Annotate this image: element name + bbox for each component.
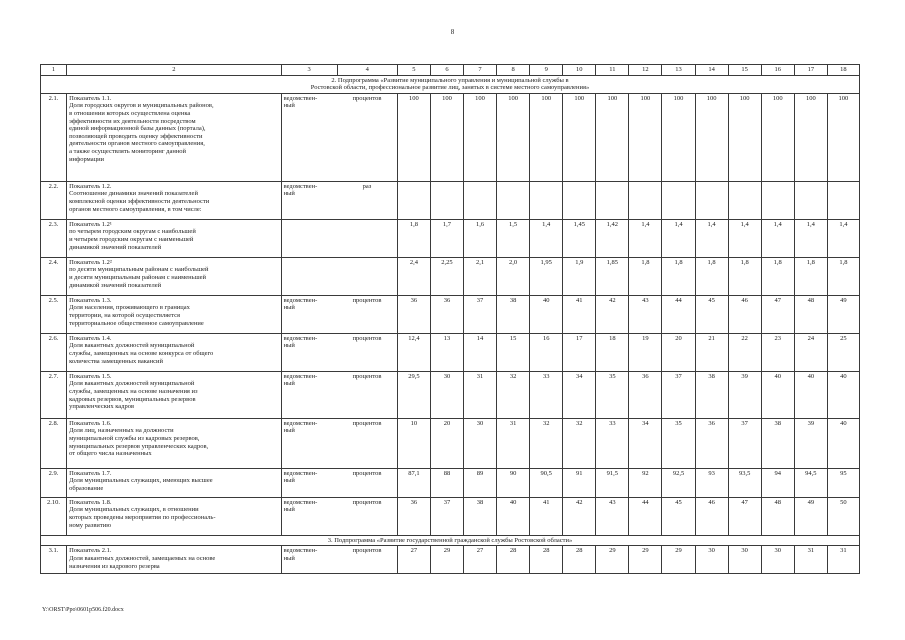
indicator-value: 32 [497, 371, 530, 418]
indicator-value: 44 [662, 295, 695, 333]
unit-of-measure: процентов [337, 93, 397, 181]
indicator-value: 20 [662, 333, 695, 371]
data-source [281, 219, 337, 257]
indicator-value: 20 [430, 418, 463, 468]
indicator-value: 49 [794, 497, 827, 535]
indicator-value: 100 [629, 93, 662, 181]
row-number: 2.2. [41, 181, 67, 219]
unit-of-measure: раз [337, 181, 397, 219]
indicator-value [695, 181, 728, 219]
indicator-value: 36 [397, 497, 430, 535]
indicator-value: 100 [464, 93, 497, 181]
indicator-description: Показатель 1.7. Доля муниципальных служащих, имеющих высшее образование [67, 468, 282, 497]
indicator-value: 38 [464, 497, 497, 535]
table-row [41, 257, 860, 295]
indicator-value: 29,5 [397, 371, 430, 418]
data-source [281, 257, 337, 295]
indicator-description: Показатель 1.2² по десяти муниципальным районам с наибольшей и десяти муниципальным районам с наименьшей динамикой значений показателей [67, 257, 282, 295]
indicator-value: 40 [827, 418, 859, 468]
indicator-value: 36 [695, 418, 728, 468]
indicator-value: 100 [827, 93, 859, 181]
indicator-value: 29 [629, 546, 662, 574]
indicator-value [761, 181, 794, 219]
indicator-value: 46 [728, 295, 761, 333]
indicator-value: 37 [464, 295, 497, 333]
indicator-value: 1,8 [728, 257, 761, 295]
indicator-value: 1,8 [629, 257, 662, 295]
indicators-table [40, 64, 860, 574]
unit-of-measure [337, 257, 397, 295]
indicator-description: Показатель 1.3. Доля населения, проживающего в границах территории, на которой осуществляется территориальное общественное самоуправление [67, 295, 282, 333]
column-number-header: 17 [794, 65, 827, 76]
table-row [41, 333, 860, 371]
indicator-value [596, 181, 629, 219]
unit-of-measure: процентов [337, 418, 397, 468]
column-number-header: 2 [67, 65, 282, 76]
unit-of-measure [337, 219, 397, 257]
indicator-value: 38 [695, 371, 728, 418]
indicator-value: 12,4 [397, 333, 430, 371]
indicator-value: 100 [397, 93, 430, 181]
indicator-value: 37 [430, 497, 463, 535]
row-number: 3.1. [41, 546, 67, 574]
indicator-value: 31 [794, 546, 827, 574]
indicator-value: 1,7 [430, 219, 463, 257]
indicator-value: 29 [596, 546, 629, 574]
column-number-header: 3 [281, 65, 337, 76]
indicator-value: 30 [695, 546, 728, 574]
data-source: ведомствен- ный [281, 181, 337, 219]
data-source: ведомствен- ный [281, 418, 337, 468]
indicator-value: 1,42 [596, 219, 629, 257]
indicator-value: 37 [662, 371, 695, 418]
header-row [41, 65, 860, 76]
indicator-value: 32 [563, 418, 596, 468]
indicator-value [464, 181, 497, 219]
data-source: ведомствен- ный [281, 295, 337, 333]
indicator-value: 45 [695, 295, 728, 333]
indicator-value: 29 [430, 546, 463, 574]
unit-of-measure: процентов [337, 468, 397, 497]
indicator-description: Показатель 1.6. Доля лиц, назначенных на должности муниципальной службы из кадровых резервов, муниципальных резервов управленческих кадров, от общего числа назначенных [67, 418, 282, 468]
indicator-value: 22 [728, 333, 761, 371]
indicator-value: 32 [530, 418, 563, 468]
indicator-value: 90 [497, 468, 530, 497]
indicator-value: 42 [563, 497, 596, 535]
indicator-value: 1,8 [397, 219, 430, 257]
indicator-value: 1,45 [563, 219, 596, 257]
indicator-value: 46 [695, 497, 728, 535]
indicator-value: 30 [761, 546, 794, 574]
indicator-value: 91 [563, 468, 596, 497]
indicator-value: 23 [761, 333, 794, 371]
indicator-value: 1,4 [794, 219, 827, 257]
indicator-value: 93 [695, 468, 728, 497]
indicator-value: 31 [827, 546, 859, 574]
row-number: 2.1. [41, 93, 67, 181]
column-number-header: 5 [397, 65, 430, 76]
table-row [41, 295, 860, 333]
indicator-value: 1,8 [662, 257, 695, 295]
section-title-row [41, 75, 860, 93]
column-number-header: 8 [497, 65, 530, 76]
indicator-value: 34 [629, 418, 662, 468]
indicator-value: 36 [629, 371, 662, 418]
indicator-value [430, 181, 463, 219]
row-number: 2.10. [41, 497, 67, 535]
column-number-header: 10 [563, 65, 596, 76]
indicator-value: 28 [497, 546, 530, 574]
indicator-value: 28 [563, 546, 596, 574]
indicator-value: 100 [596, 93, 629, 181]
indicator-description: Показатель 1.8. Доля муниципальных служащих, в отношении которых проведены мероприятия по профессиональ- ному развитию [67, 497, 282, 535]
indicator-value: 88 [430, 468, 463, 497]
unit-of-measure: процентов [337, 371, 397, 418]
indicator-value: 94,5 [794, 468, 827, 497]
indicator-value: 44 [629, 497, 662, 535]
column-number-header: 6 [430, 65, 463, 76]
indicator-value: 28 [530, 546, 563, 574]
row-number: 2.4. [41, 257, 67, 295]
data-source: ведомствен- ный [281, 497, 337, 535]
indicator-value: 2,4 [397, 257, 430, 295]
indicator-value: 30 [430, 371, 463, 418]
unit-of-measure: процентов [337, 497, 397, 535]
column-number-header: 16 [761, 65, 794, 76]
indicator-value: 34 [563, 371, 596, 418]
indicator-value: 1,8 [794, 257, 827, 295]
indicator-value: 95 [827, 468, 859, 497]
column-number-header: 13 [662, 65, 695, 76]
table-row [41, 546, 860, 574]
indicator-value: 1,6 [464, 219, 497, 257]
indicator-value: 1,4 [530, 219, 563, 257]
indicator-value: 2,1 [464, 257, 497, 295]
column-number-header: 7 [464, 65, 497, 76]
indicator-value [728, 181, 761, 219]
indicator-value: 40 [497, 497, 530, 535]
data-source: ведомствен- ный [281, 371, 337, 418]
indicator-value: 38 [497, 295, 530, 333]
indicator-value: 94 [761, 468, 794, 497]
indicator-value: 93,5 [728, 468, 761, 497]
indicator-value: 1,8 [695, 257, 728, 295]
unit-of-measure: процентов [337, 295, 397, 333]
indicator-value: 30 [728, 546, 761, 574]
row-number: 2.7. [41, 371, 67, 418]
row-number: 2.3. [41, 219, 67, 257]
indicator-value: 100 [530, 93, 563, 181]
indicator-value [530, 181, 563, 219]
indicator-value: 43 [596, 497, 629, 535]
indicator-value: 40 [761, 371, 794, 418]
indicator-value: 87,1 [397, 468, 430, 497]
indicator-value: 25 [827, 333, 859, 371]
indicator-value: 40 [530, 295, 563, 333]
indicator-value: 1,4 [761, 219, 794, 257]
indicator-value [827, 181, 859, 219]
indicator-value: 40 [827, 371, 859, 418]
data-source: ведомствен- ный [281, 468, 337, 497]
table-row [41, 497, 860, 535]
table-row [41, 418, 860, 468]
section-title-row [41, 535, 860, 546]
indicator-value: 100 [563, 93, 596, 181]
indicator-value: 1,8 [827, 257, 859, 295]
indicator-value: 35 [662, 418, 695, 468]
section-title: 3. Подпрограмма «Развитие государственной гражданской службы Ростовской области» [41, 535, 860, 546]
indicator-value: 36 [397, 295, 430, 333]
indicator-value: 33 [596, 418, 629, 468]
indicator-value: 30 [464, 418, 497, 468]
indicator-value: 1,4 [728, 219, 761, 257]
row-number: 2.9. [41, 468, 67, 497]
data-source: ведомствен- ный [281, 546, 337, 574]
indicator-description: Показатель 1.2. Соотношение динамики значений показателей комплексной оценки эффективности деятельности органов местного самоуправления, в том числе: [67, 181, 282, 219]
indicator-value: 1,4 [662, 219, 695, 257]
indicator-value: 10 [397, 418, 430, 468]
indicator-value: 39 [728, 371, 761, 418]
indicator-value: 1,8 [761, 257, 794, 295]
indicator-value: 27 [397, 546, 430, 574]
indicator-value: 19 [629, 333, 662, 371]
indicator-value [497, 181, 530, 219]
indicator-value: 90,5 [530, 468, 563, 497]
indicator-value [563, 181, 596, 219]
column-number-header: 12 [629, 65, 662, 76]
indicator-description: Показатель 1.2¹ по четырем городским округам с наибольшей и четырем городским округам с наименьшей динамикой значений показателей [67, 219, 282, 257]
column-number-header: 18 [827, 65, 859, 76]
data-source: ведомствен- ный [281, 93, 337, 181]
indicator-value [794, 181, 827, 219]
indicator-value: 45 [662, 497, 695, 535]
indicator-value: 31 [497, 418, 530, 468]
indicator-value: 29 [662, 546, 695, 574]
indicator-value: 48 [761, 497, 794, 535]
table-row [41, 468, 860, 497]
column-number-header: 1 [41, 65, 67, 76]
indicator-value: 43 [629, 295, 662, 333]
section-title: 2. Подпрограмма «Развитие муниципального управления и муниципальной службы в Ростовской области, профессиональное развитие лиц, занятых в системе местного самоуправления» [41, 75, 860, 93]
row-number: 2.8. [41, 418, 67, 468]
column-number-header: 9 [530, 65, 563, 76]
table-row [41, 181, 860, 219]
indicator-value: 100 [695, 93, 728, 181]
column-number-header: 11 [596, 65, 629, 76]
indicator-value: 35 [596, 371, 629, 418]
indicator-value: 31 [464, 371, 497, 418]
indicator-value: 100 [761, 93, 794, 181]
column-number-header: 15 [728, 65, 761, 76]
indicator-value: 33 [530, 371, 563, 418]
indicator-value: 1,85 [596, 257, 629, 295]
indicator-value: 24 [794, 333, 827, 371]
row-number: 2.6. [41, 333, 67, 371]
indicator-value: 37 [728, 418, 761, 468]
indicator-value: 1,95 [530, 257, 563, 295]
indicator-value: 38 [761, 418, 794, 468]
indicator-value: 92,5 [662, 468, 695, 497]
file-path: Y:\ORST\Ppo\0601p506.f20.docx [42, 607, 124, 613]
indicator-value: 36 [430, 295, 463, 333]
indicator-description: Показатель 1.5. Доля вакантных должностей муниципальной службы, замещенных на основе назначения из кадровых резервов, муниципальных резервов управленческих кадров [67, 371, 282, 418]
indicator-value: 50 [827, 497, 859, 535]
indicator-value: 18 [596, 333, 629, 371]
indicator-value: 2,25 [430, 257, 463, 295]
indicator-value [397, 181, 430, 219]
indicator-value: 100 [794, 93, 827, 181]
indicator-value: 27 [464, 546, 497, 574]
indicator-description: Показатель 1.4. Доля вакантных должностей муниципальной службы, замещенных на основе конкурса от общего количества замещенных вакансий [67, 333, 282, 371]
column-number-header: 14 [695, 65, 728, 76]
indicator-value: 42 [596, 295, 629, 333]
indicator-value: 100 [728, 93, 761, 181]
indicator-value: 47 [761, 295, 794, 333]
indicator-value: 1,4 [629, 219, 662, 257]
indicator-value: 1,9 [563, 257, 596, 295]
indicator-value: 92 [629, 468, 662, 497]
indicator-value: 89 [464, 468, 497, 497]
indicator-value [662, 181, 695, 219]
indicator-value: 100 [662, 93, 695, 181]
indicator-value: 91,5 [596, 468, 629, 497]
indicator-value: 100 [430, 93, 463, 181]
table-row [41, 93, 860, 181]
indicator-value: 41 [530, 497, 563, 535]
indicator-description: Показатель 2.1. Доля вакантных должностей, замещаемых на основе назначения из кадрового резерва [67, 546, 282, 574]
indicator-value: 49 [827, 295, 859, 333]
row-number: 2.5. [41, 295, 67, 333]
indicator-value: 39 [794, 418, 827, 468]
indicator-value: 21 [695, 333, 728, 371]
indicator-value: 48 [794, 295, 827, 333]
table-row [41, 371, 860, 418]
indicator-value: 14 [464, 333, 497, 371]
indicator-description: Показатель 1.1. Доля городских округов и муниципальных районов, в отношении которых осуществлена оценка эффективности их деятельности посредством единой информационной базы данных (портала), позволяющей проводить оценку эффективности деятельности органов местного самоуправления, а также осуществлять мониторинг данной информации [67, 93, 282, 181]
indicator-value: 1,5 [497, 219, 530, 257]
column-number-header: 4 [337, 65, 397, 76]
indicator-value: 16 [530, 333, 563, 371]
indicator-value: 47 [728, 497, 761, 535]
data-source: ведомствен- ный [281, 333, 337, 371]
indicator-value: 17 [563, 333, 596, 371]
unit-of-measure: процентов [337, 546, 397, 574]
indicator-value: 13 [430, 333, 463, 371]
indicator-value: 41 [563, 295, 596, 333]
indicator-value: 2,0 [497, 257, 530, 295]
unit-of-measure: процентов [337, 333, 397, 371]
page-number: 8 [450, 28, 455, 36]
indicator-value: 100 [497, 93, 530, 181]
indicator-value: 1,4 [827, 219, 859, 257]
indicator-value: 15 [497, 333, 530, 371]
table-row [41, 219, 860, 257]
indicator-value [629, 181, 662, 219]
indicator-value: 1,4 [695, 219, 728, 257]
indicator-value: 40 [794, 371, 827, 418]
